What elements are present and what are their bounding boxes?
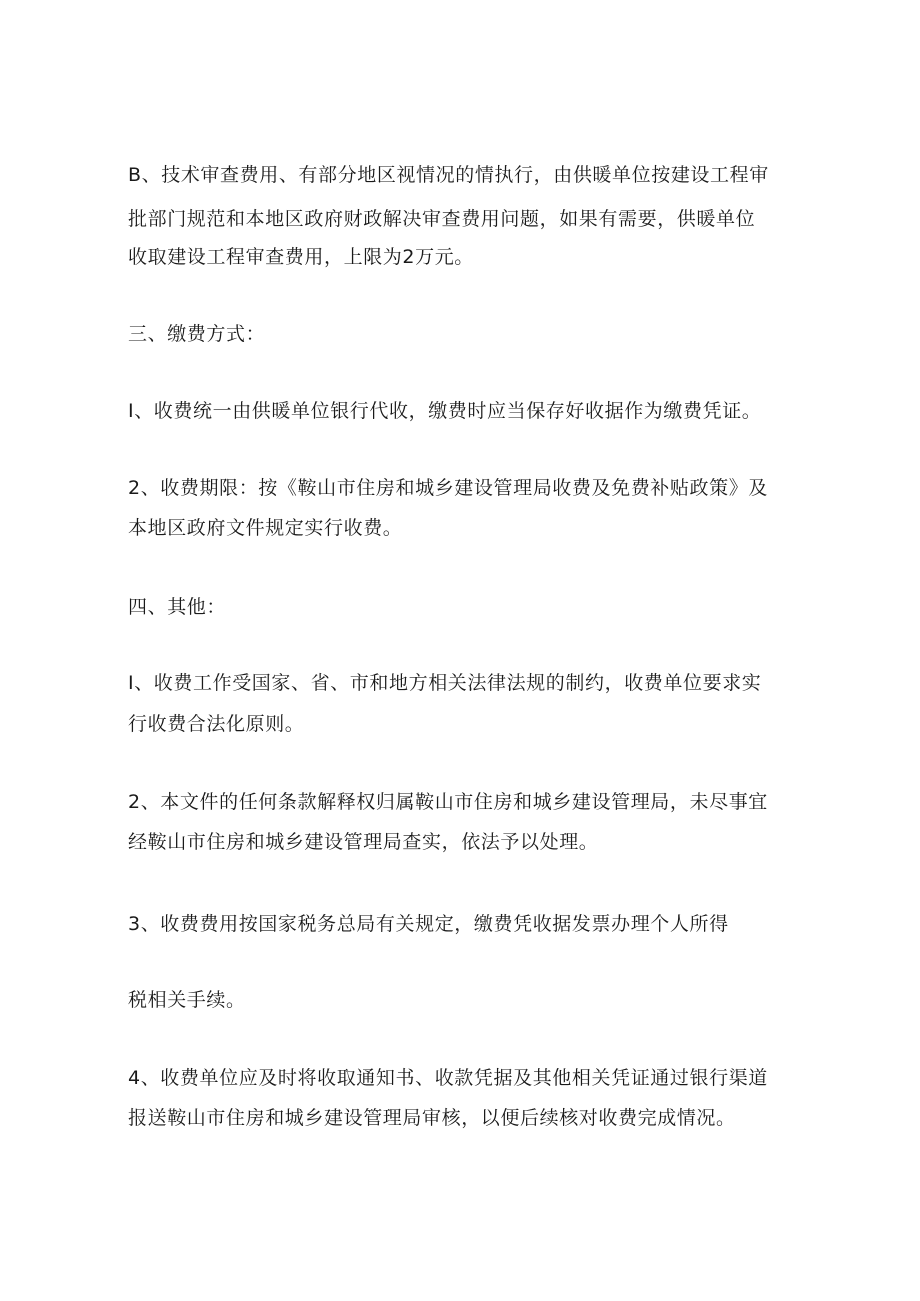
text-line: 3、收费费用按国家税务总局有关规定，缴费凭收据发票办理个人所得 — [128, 913, 729, 935]
text-line: 经鞍山市住房和城乡建设管理局查实，依法予以处理。 — [128, 831, 599, 853]
text-line: I、收费工作受国家、省、市和地方相关法律法规的制约，收费单位要求实 — [128, 672, 762, 694]
text-line: 税相关手续。 — [128, 989, 246, 1011]
section-heading: 四、其他： — [128, 596, 227, 618]
text-line: 批部门规范和本地区政府财政解决审查费用问题，如果有需要，供暖单位 — [128, 208, 756, 230]
text-line: 2、本文件的任何条款解释权归属鞍山市住房和城乡建设管理局，未尽事宜 — [128, 791, 768, 813]
text-line: B、技术审查费用、有部分地区视情况的情执行，由供暖单位按建设工程审 — [128, 164, 769, 186]
section-heading: 三、缴费方式： — [128, 323, 266, 345]
text-line: I、收费统一由供暖单位银行代收，缴费时应当保存好收据作为缴费凭证。 — [128, 400, 762, 422]
text-line: 本地区政府文件规定实行收费。 — [128, 517, 403, 539]
text-line: 行收费合法化原则。 — [128, 713, 305, 735]
text-line: 报送鞍山市住房和城乡建设管理局审核，以便后续核对收费完成情况。 — [128, 1107, 736, 1129]
text-line: 4、收费单位应及时将收取通知书、收款凭据及其他相关凭证通过银行渠道 — [128, 1067, 768, 1089]
text-line: 收取建设工程审查费用，上限为2万元。 — [128, 246, 474, 268]
text-line: 2、收费期限：按《鞍山市住房和城乡建设管理局收费及免费补贴政策》及 — [128, 477, 768, 499]
